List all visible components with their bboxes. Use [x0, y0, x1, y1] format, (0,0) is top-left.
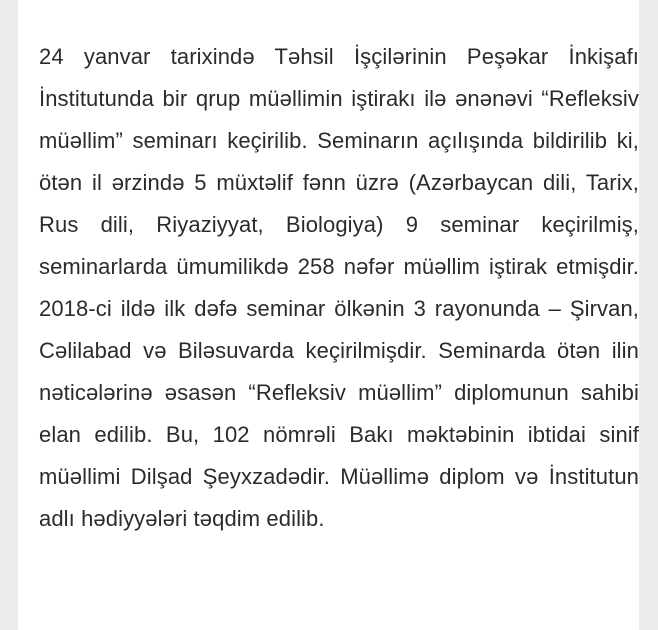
article-body-text: 24 yanvar tarixində Təhsil İşçilərinin Peşəkar İnkişafı İnstitutunda bir qrup müəllimin iştirakı ilə ənənəvi “Refleksiv müəllim” seminarı keçirilib. Seminarın açılışında bildirilib ki, ötən il ərzində 5 müxtəlif fənn üzrə (Azərbaycan dili, Tarix, Rus dili, Riyaziyyat, Biologiya) 9 seminar keçirilmiş, seminarlarda ümumilikdə 258 nəfər müəllim iştirak etmişdir. 2018-ci ildə ilk dəfə seminar ölkənin 3 rayonunda – Şirvan, Cəlilabad və Biləsuvarda keçirilmişdir. Seminarda ötən ilin nəticələrinə əsasən “Refleksiv müəllim” diplomunun sahibi elan edilib. Bu, 102 nömrəli Bakı məktəbinin ibtidai sinif müəllimi Dilşad Şeyxzadədir. Müəllimə diplom və İnstitutun adlı hədiyyələri təqdim edilib.	[39, 44, 639, 531]
article-card	[18, 0, 639, 630]
